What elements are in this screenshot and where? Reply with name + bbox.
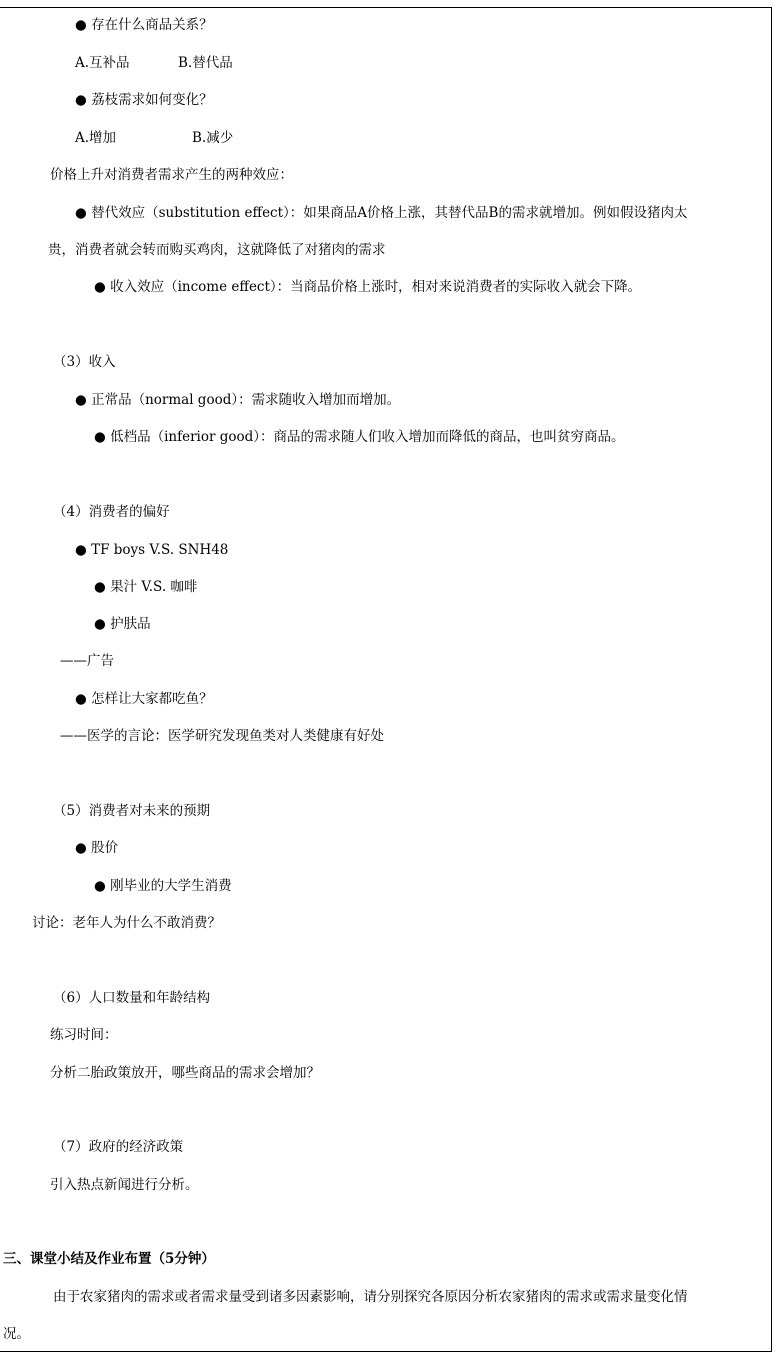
section-preference-heading: （4）消费者的偏好 [53, 504, 170, 520]
inferior-good-text: ● 低档品（inferior good）：商品的需求随人们收入增加而降低的商品，也叫贫穷商品。 [94, 427, 625, 447]
preference-example-1: ● TF boys V.S. SNH48 [75, 540, 228, 560]
discussion-elderly: 讨论：老年人为什么不敢消费？ [32, 915, 221, 931]
section-expectation-heading: （5）消费者对未来的预期 [53, 803, 211, 819]
summary-homework-heading: 三、课堂小结及作业布置（5分钟） [3, 1251, 215, 1267]
option-a-increase: A.增加 [75, 130, 117, 146]
question-lychee-demand: ● 荔枝需求如何变化？ [75, 90, 213, 110]
practice-time-label: 练习时间： [50, 1027, 118, 1043]
frame-top-line [0, 7, 772, 8]
preference-example-3: ● 护肤品 [94, 614, 151, 634]
frame-right-line [771, 7, 772, 1352]
section-population-heading: （6）人口数量和年龄结构 [53, 990, 211, 1006]
option-a-complement: A.互补品 [75, 55, 130, 71]
frame-bottom-line [0, 1351, 772, 1352]
expectation-stock: ● 股价 [75, 838, 118, 858]
advertising-note: ——广告 [60, 653, 114, 669]
income-effect-text: ● 收入效应（income effect）：当商品价格上涨时，相对来说消费者的实际收入就会下降。 [94, 277, 641, 297]
substitution-effect-text: ● 替代效应（substitution effect）：如果商品A价格上涨，其替代品B的需求就增加。例如假设猪肉太 [75, 203, 687, 223]
price-effects-heading: 价格上升对消费者需求产生的两种效应： [50, 167, 293, 183]
preference-example-2: ● 果汁 V.S. 咖啡 [94, 577, 197, 597]
substitution-effect-text-cont: 贵，消费者就会转而购买鸡肉，这就降低了对猪肉的需求 [48, 242, 386, 258]
policy-news-note: 引入热点新闻进行分析。 [50, 1177, 199, 1193]
practice-question: 分析二胎政策放开，哪些商品的需求会增加？ [50, 1065, 320, 1081]
homework-text: 由于农家猪肉的需求或者需求量受到诸多因素影响，请分别探究各原因分析农家猪肉的需求或需求量变化情 [53, 1289, 688, 1305]
medical-statement: ——医学的言论：医学研究发现鱼类对人类健康有好处 [60, 728, 384, 744]
section-income-heading: （3）收入 [53, 354, 116, 370]
question-relation: ● 存在什么商品关系？ [75, 15, 213, 35]
normal-good-text: ● 正常品（normal good）：需求随收入增加而增加。 [75, 390, 400, 410]
expectation-graduate: ● 刚毕业的大学生消费 [94, 876, 232, 896]
fish-question: ● 怎样让大家都吃鱼？ [75, 689, 213, 709]
section-policy-heading: （7）政府的经济政策 [53, 1139, 184, 1155]
option-b-substitute: B.替代品 [178, 55, 233, 71]
homework-text-cont: 况。 [3, 1326, 30, 1342]
option-b-decrease: B.减少 [192, 130, 234, 146]
